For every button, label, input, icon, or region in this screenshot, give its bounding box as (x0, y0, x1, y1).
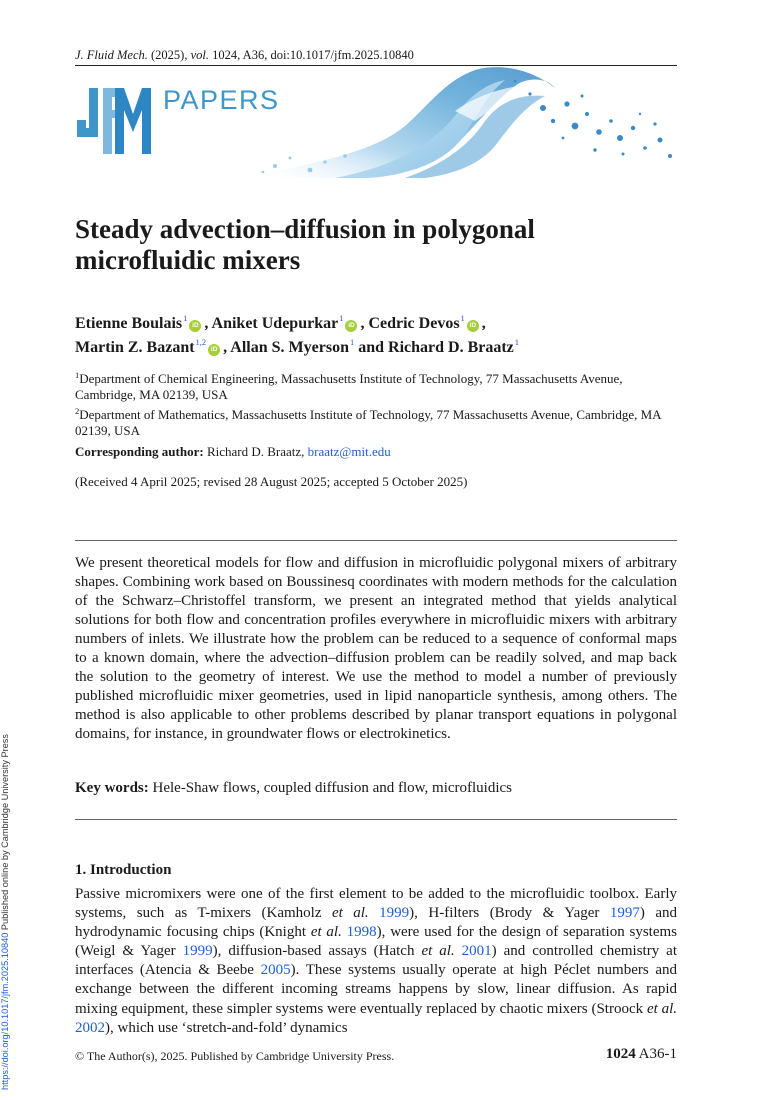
author-name: Aniket Udepurkar (211, 315, 339, 332)
citation-year-link[interactable]: 1999 (379, 905, 410, 922)
author-separator: , (360, 315, 365, 332)
author-separator: , (223, 339, 228, 356)
journal-year: (2025), (151, 48, 188, 62)
orcid-icon[interactable]: iD (208, 344, 220, 356)
side-note-text: Published online by Cambridge University Press (0, 734, 10, 933)
keywords-list: Hele-Shaw flows, coupled diffusion and flow, microfluidics (152, 780, 513, 796)
article-page: A36-1 (638, 1046, 677, 1062)
citation-year-link[interactable]: 1999 (182, 943, 213, 960)
intro-text-run: ), which use ‘stretch-and-fold’ dynamics (105, 1019, 348, 1036)
corresponding-author (75, 444, 391, 460)
intro-text-run: ), diffusion-based assays (Hatch (212, 943, 422, 960)
papers-label: PAPERS (163, 85, 280, 115)
et-al-text: et al. (421, 943, 455, 960)
author-name: Martin Z. Bazant (75, 339, 195, 356)
doi-link[interactable]: https://doi.org/10.1017/jfm.2025.10840 (0, 932, 10, 1090)
author-separator: and (358, 339, 385, 356)
citation-year-link[interactable]: 1998 (346, 924, 377, 941)
affiliation-marker[interactable]: 1 (514, 337, 520, 347)
jfm-logo-mark (75, 84, 155, 159)
intro-text-run (369, 905, 379, 921)
author-name: Allan S. Myerson (230, 339, 349, 356)
affiliation-marker[interactable]: 1 (349, 337, 355, 347)
section-heading: 1. Introduction (75, 862, 172, 878)
affiliation-text: Department of Mathematics, Massachusetts Institute of Technology, 77 Massachusetts Avenue, Cambridge, MA 02139, USA (75, 407, 661, 438)
side-doi-note (0, 690, 13, 1090)
orcid-icon[interactable]: iD (189, 320, 201, 332)
corresponding-name: Richard D. Braatz, (206, 444, 305, 459)
paper-title: Steady advection–diffusion in polygonal microfluidic mixers (75, 214, 535, 275)
received-dates: (Received 4 April 2025; revised 28 August 2025; accepted 5 October 2025) (75, 474, 468, 489)
affiliation-marker[interactable]: 1 (460, 313, 465, 323)
author-name: Richard D. Braatz (388, 339, 514, 356)
author-separator: , (481, 315, 486, 332)
corresponding-email-link[interactable]: braatz@mit.edu (307, 444, 391, 459)
copyright-notice: © The Author(s), 2025. Published by Cambridge University Press. (75, 1049, 395, 1063)
et-al-text: et al. (646, 1000, 677, 1017)
journal-citation-line (75, 48, 414, 63)
volume-number: 1024 (605, 1046, 636, 1062)
abstract-bottom-rule (75, 819, 677, 820)
et-al-text: et al. (310, 924, 342, 941)
citation-year-link[interactable]: 2001 (461, 943, 492, 960)
affiliation-1 (75, 368, 677, 402)
author-line-1 (75, 313, 675, 333)
citation-year-link[interactable]: 2002 (75, 1019, 105, 1036)
citation-year-link[interactable]: 1997 (609, 905, 640, 922)
author-name: Etienne Boulais (75, 315, 183, 332)
citation-year-link[interactable]: 2005 (260, 962, 291, 979)
intro-text-run: ). These systems usually operate at high Péclet numbers and exchange between the different incoming streams happens by slow, linear diffusion. As rapid mixing equipment, these simpler systems were eventually replaced by chaotic mixers (Stroock (75, 962, 678, 1017)
affiliation-marker[interactable]: 1 (339, 313, 344, 323)
affiliation-marker[interactable]: 1,2 (195, 337, 207, 347)
keywords (75, 780, 512, 797)
introduction-paragraph (75, 885, 677, 1038)
abstract-text: We present theoretical models for flow and diffusion in microfluidic polygonal mixers of arbitrary shapes. Combining work based on Boussinesq coordinates with modern methods for the calculation of the Schwarz–Christoffel transform, we present an integrated method that yields analytical solutions for both flow and concentration profiles everywhere in microfluidic mixers with arbitrary numbers of inlets. We illustrate how the problem can be reduced to a sequence of conformal maps to a known domain, where the advection–diffusion problem can be readily solved, and map back the solution to the geometry of interest. We use the method to model a number of previously published microfluidic mixer geometries, used in lipid nanoparticle synthesis, among others. The method is also applicable to other problems described by planar transport equations in polygonal domains, for instance, in groundwater flows or electrokinetics. (75, 555, 677, 742)
corresponding-label: Corresponding author: (75, 444, 204, 459)
intro-text-run (455, 943, 462, 959)
affiliation-2 (75, 404, 677, 438)
volume-label: vol. (190, 48, 209, 62)
author-line-2 (75, 337, 675, 357)
orcid-icon[interactable]: iD (345, 320, 357, 332)
affiliation-marker[interactable]: 1 (183, 313, 188, 323)
keywords-label: Key words: (75, 780, 149, 796)
author-name: Cedric Devos (368, 315, 460, 332)
intro-text-run: ) and controlled chemistry at interfaces (Atencia & Beebe (75, 943, 677, 979)
affiliation-number: 2 (75, 406, 80, 416)
page-number (560, 1046, 677, 1063)
intro-text-run: Passive micromixers were one of the first element to be added to the microfluidic toolbox. Early systems, such as T-mixers (Kamholz (75, 886, 677, 922)
et-al-text: et al. (331, 905, 369, 922)
journal-details: 1024, A36, doi:10.1017/jfm.2025.10840 (212, 48, 414, 62)
intro-text-run: ), H-filters (Brody & Yager (409, 905, 610, 922)
orcid-icon[interactable]: iD (467, 320, 479, 332)
affiliation-text: Department of Chemical Engineering, Massachusetts Institute of Technology, 77 Massachusetts Avenue, Cambridge, MA 02139, USA (75, 371, 623, 402)
intro-text-run: ) and hydrodynamic focusing chips (Knight (75, 905, 678, 941)
abstract-top-rule (75, 540, 677, 541)
journal-name: J. Fluid Mech. (75, 48, 148, 62)
intro-text-run: ), were used for the design of separation systems (Weigl & Yager (75, 924, 677, 960)
author-separator: , (204, 315, 209, 332)
jfm-papers-logo (75, 84, 280, 159)
affiliation-number: 1 (75, 370, 80, 380)
